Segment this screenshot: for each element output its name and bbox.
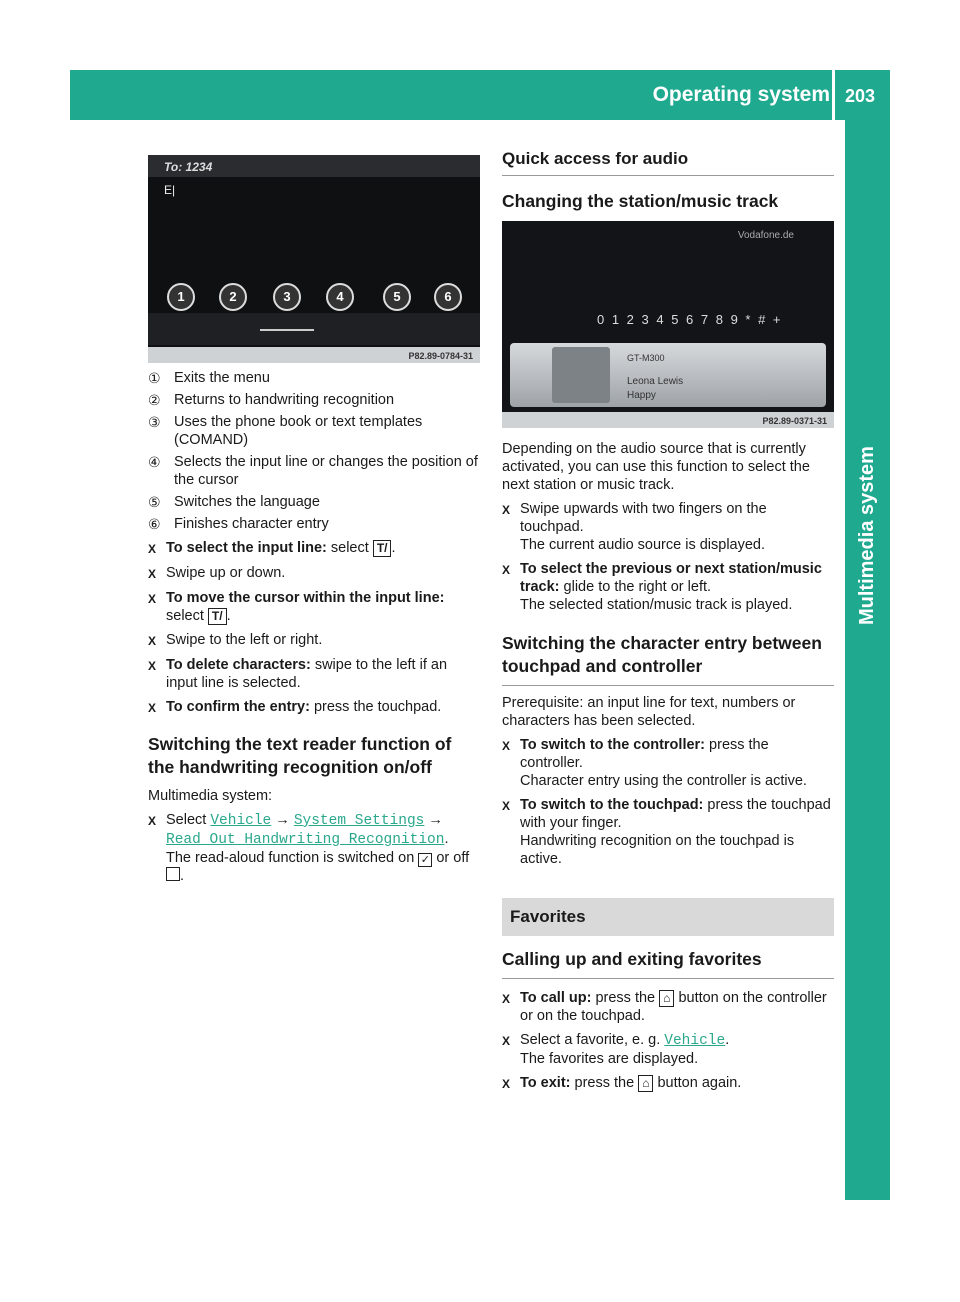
step-arrow-icon: X	[502, 563, 511, 577]
audio-screen-figure	[502, 221, 834, 428]
step-arrow-icon: X	[502, 503, 511, 517]
checkbox-empty-icon	[166, 867, 180, 881]
text-cursor-icon: T/	[373, 540, 392, 557]
legend-item: ② Returns to handwriting recognition	[148, 392, 395, 408]
step: X To switch to the controller: press the controller. Character entry using the controller is active.	[502, 737, 807, 789]
step: X To switch to the touchpad: press the touchpad with your finger. Handwriting recognition on the touchpad is active.	[502, 797, 831, 867]
text-cursor-icon: T/	[208, 608, 227, 625]
figure-code: P82.89-0784-31	[405, 351, 476, 362]
callout-4: 4	[326, 283, 354, 311]
text-reader-intro: Multimedia system:	[148, 788, 273, 804]
legend-item: ⑥ Finishes character entry	[148, 516, 329, 532]
step: X Select Vehicle → System Settings → Read Out Handwriting Recognition. The read-aloud function is switched on ✓ or off .	[148, 812, 470, 884]
changing-station-heading: Changing the station/music track	[502, 191, 779, 211]
side-tab	[845, 120, 890, 1200]
header-bar	[70, 70, 890, 120]
callout-6: 6	[434, 283, 462, 311]
station-name: Vodafone.de	[737, 230, 794, 241]
switching-heading: Switching the character entry between touchpad and controller	[502, 632, 834, 686]
step-arrow-icon: X	[148, 592, 157, 606]
legend-item: ④ Selects the input line or changes the position of the cursor	[148, 454, 478, 488]
legend-list	[148, 369, 480, 533]
step: X To select the input line: select T/ .	[148, 540, 396, 556]
track-device: GT-M300	[627, 353, 665, 363]
menu-vehicle: Vehicle	[210, 813, 272, 829]
step-arrow-icon: X	[148, 567, 157, 581]
legend-item: ⑤ Switches the language	[148, 494, 320, 510]
step-arrow-icon: X	[148, 634, 157, 648]
step-arrow-icon: X	[148, 659, 157, 673]
figure-code: P82.89-0371-31	[759, 416, 830, 427]
page-number: 203	[845, 86, 876, 106]
step-arrow-icon: X	[502, 739, 511, 753]
step: X Swipe upwards with two fingers on the touchpad. The current audio source is displayed.	[502, 501, 767, 553]
track-artist: Leona Lewis	[627, 376, 684, 387]
step: X Select a favorite, e. g. Vehicle. The favorites are displayed.	[502, 1032, 730, 1067]
right-column	[502, 150, 834, 1093]
menu-system-settings: System Settings	[293, 813, 425, 829]
selected-underline	[260, 329, 314, 331]
menu-read-out-handwriting: Read Out Handwriting Recognition	[166, 832, 445, 848]
legend-item: ① Exits the menu	[148, 370, 270, 386]
digit-row: 0 1 2 3 4 5 6 7 8 9 * # +	[597, 312, 783, 327]
step-arrow-icon: X	[148, 814, 157, 828]
home-icon: ⌂	[659, 990, 674, 1007]
screen-input-line: E|	[164, 183, 176, 197]
legend-item: ③ Uses the phone book or text templates (COMAND)	[148, 414, 423, 448]
screen-to-line: To: 1234	[148, 155, 480, 177]
step-arrow-icon: X	[502, 799, 511, 813]
step: X To move the cursor within the input line: select T/ .	[148, 590, 445, 624]
favorites-section-box: Favorites	[502, 898, 834, 936]
step-arrow-icon: X	[148, 542, 157, 556]
track-title: Happy	[627, 390, 656, 401]
step: X To exit: press the ⌂ button again.	[502, 1075, 742, 1091]
step: X To delete characters: swipe to the left if an input line is selected.	[148, 657, 448, 691]
section-title: Operating system	[652, 83, 830, 106]
step: X Swipe to the left or right.	[148, 632, 323, 648]
callout-3: 3	[273, 283, 301, 311]
step-arrow-icon: X	[502, 1077, 511, 1091]
callout-5: 5	[383, 283, 411, 311]
step-arrow-icon: X	[148, 701, 157, 715]
album-art-icon	[552, 347, 610, 403]
step: X Swipe up or down.	[148, 565, 286, 581]
quick-access-heading: Quick access for audio	[502, 150, 834, 176]
header-separator	[832, 70, 835, 120]
switching-prerequisite: Prerequisite: an input line for text, numbers or characters has been selected.	[502, 695, 796, 729]
quick-access-paragraph: Depending on the audio source that is currently activated, you can use this function to select the next station or music track.	[502, 441, 810, 493]
checkbox-checked-icon: ✓	[418, 853, 432, 867]
menu-vehicle: Vehicle	[664, 1033, 726, 1049]
step-arrow-icon: X	[502, 1034, 511, 1048]
home-icon: ⌂	[638, 1075, 653, 1092]
favorites-heading: Calling up and exiting favorites	[502, 948, 834, 979]
handwriting-screen-figure	[148, 155, 480, 363]
text-reader-heading: Switching the text reader function of the handwriting recognition on/off	[148, 734, 452, 777]
left-column	[148, 155, 480, 885]
step: X To confirm the entry: press the touchpad.	[148, 699, 442, 715]
callout-1: 1	[167, 283, 195, 311]
step: X To select the previous or next station/music track: glide to the right or left. The selected station/music track is played.	[502, 561, 822, 613]
step: X To call up: press the ⌂ button on the controller or on the touchpad.	[502, 990, 827, 1024]
screen-button-bar	[148, 313, 480, 345]
callout-2: 2	[219, 283, 247, 311]
step-arrow-icon: X	[502, 992, 511, 1006]
